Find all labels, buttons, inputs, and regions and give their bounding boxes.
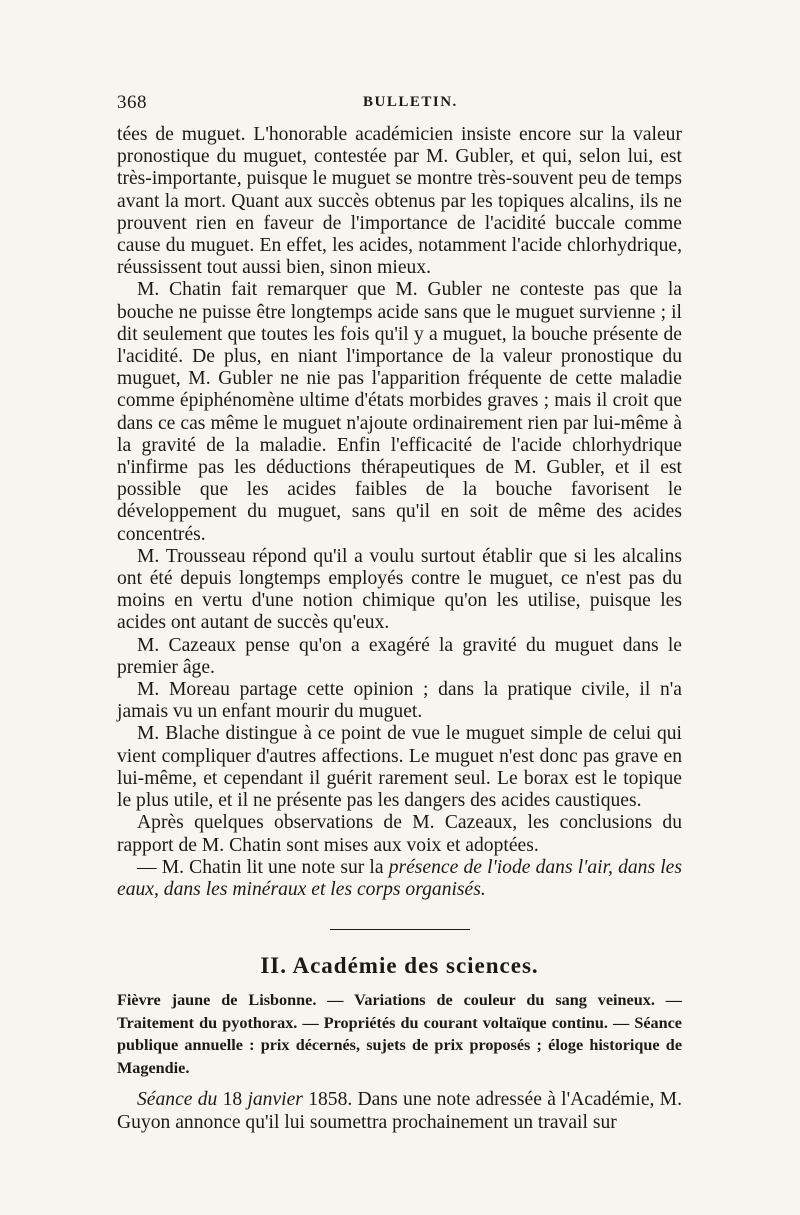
section-summary: Fièvre jaune de Lisbonne. — Variations de couleur du sang veineux. — Traitement du pyothorax. — Propriétés du courant voltaïque continu. — Séance publique annuelle : prix décernés, sujets de prix proposés ; éloge historique de Magendie. <box>117 991 682 1077</box>
note-title: présence de l'iode dans l'air, dans les eaux, dans les minéraux et les corps organisés. <box>117 856 683 900</box>
paragraph-2: M. Chatin fait remarquer que M. Gubler ne conteste pas que la bouche ne puisse être longtemps acide sans que le muguet survienne ; il dit seulement que toutes les fois qu'il y a muguet, la bouche présente de l'acidité. De plus, en niant l'importance de la valeur pronostique du muguet, M. Gubler ne nie pas l'apparition fréquente de cette maladie comme épiphénomène ultime d'états morbides graves ; mais il croit que dans ce cas même le muguet n'ajoute ordinairement rien par lui-même à la gravité de la maladie. Enfin l'efficacité de l'acide chlorhydrique n'infirme pas les déductions thérapeutiques de M. Gubler, et il est possible que les acides faibles de la bouche favorisent le développement du muguet, sans qu'il en soit de même des acides concentrés. <box>117 279 682 545</box>
paragraph-4: M. Cazeaux pense qu'on a exagéré la gravité du muguet dans le premier âge. <box>117 634 682 678</box>
body-text <box>117 124 682 1134</box>
page-header <box>117 92 682 118</box>
session-day: 18 <box>217 1089 248 1111</box>
session-text: 1858. Dans une note adressée à l'Académie, M. Guyon annonce qu'il lui soumettra prochainement un travail sur <box>117 1089 682 1133</box>
running-title: BULLETIN. <box>363 94 458 110</box>
page-number: 368 <box>117 92 147 113</box>
paragraph-3: M. Trousseau répond qu'il a voulu surtout établir que si les alcalins ont été depuis longtemps employés contre le muguet, ce n'est pas du moins en vertu d'une notion chimique qu'on les utilise, puisque les acides ont autant de succès qu'eux. <box>117 545 682 634</box>
paragraph-5: M. Moreau partage cette opinion ; dans la pratique civile, il n'a jamais vu un enfant mourir du muguet. <box>117 679 682 723</box>
section-divider <box>330 929 470 930</box>
session-month: janvier <box>247 1089 303 1111</box>
paragraph-7: Après quelques observations de M. Cazeaux, les conclusions du rapport de M. Chatin sont mises aux voix et adoptées. <box>117 812 682 856</box>
session-paragraph <box>117 1089 682 1133</box>
session-label: Séance du <box>137 1089 218 1111</box>
note-prefix: — M. Chatin lit une note sur la <box>137 856 389 878</box>
paragraph-6: M. Blache distingue à ce point de vue le muguet simple de celui qui vient compliquer d'autres affections. Le muguet n'est donc pas grave en lui-même, et cependant il guérit rarement seul. Le borax est le topique le plus utile, et il ne présente pas les dangers des acides caustiques. <box>117 723 682 812</box>
note-paragraph <box>117 857 682 901</box>
section-heading: II. Académie des sciences. <box>260 953 539 979</box>
paragraph-1: tées de muguet. L'honorable académicien insiste encore sur la valeur pronostique du muguet, contestée par M. Gubler, et qui, selon lui, est très-importante, puisque le muguet se montre très-souvent peu de temps avant la mort. Quant aux succès obtenus par les topiques alcalins, ils ne prouvent rien en faveur de l'importance de l'acidité buccale comme cause du muguet. En effet, les acides, notamment l'acide chlorhydrique, réussissent tout aussi bien, sinon mieux. <box>117 124 682 279</box>
